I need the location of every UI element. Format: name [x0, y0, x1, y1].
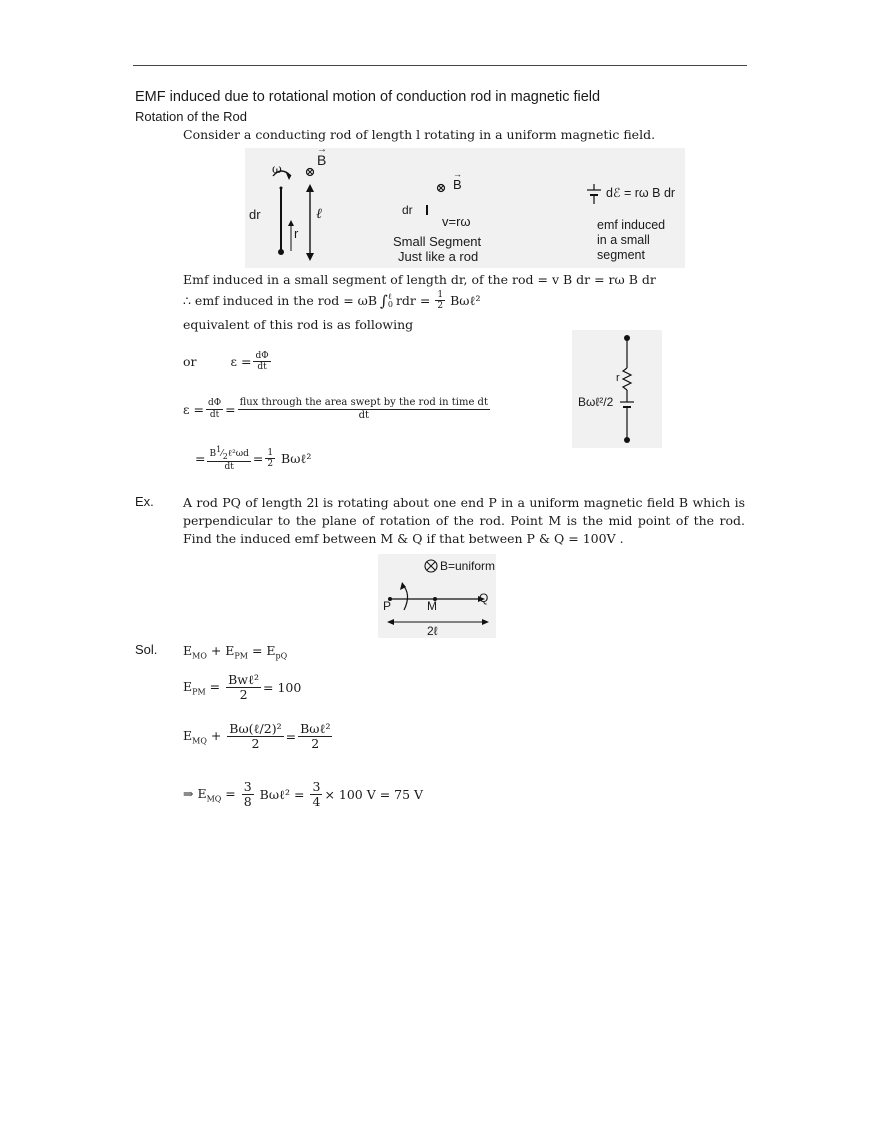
emf-caption-1: emf induced: [597, 218, 666, 232]
rod-top: [280, 187, 283, 190]
battery-label: Bωℓ²/2: [578, 395, 614, 409]
b-label-2: B: [453, 177, 462, 192]
intro-text: Consider a conducting rod of length l rotating in a uniform magnetic field.: [183, 127, 656, 142]
equivalent-text: equivalent of this rod is as following: [183, 317, 414, 332]
sol-eq-1: $E_{MO} + E_{PM} = E_{pQ}$: [183, 643, 288, 661]
pq-figure: [378, 554, 496, 638]
dr-label-2: dr: [402, 203, 413, 217]
sub-heading: Rotation of the Rod: [135, 109, 248, 124]
velocity-label: v=rω: [442, 214, 471, 229]
length-label: ℓ: [316, 206, 322, 222]
circuit-figure: [572, 330, 662, 448]
resistor-icon: [623, 368, 631, 390]
example-label: Ex.: [135, 494, 154, 509]
example-text: A rod PQ of length 2l is rotating about one end P in a uniform magnetic field B which is perpendicular to the plane of rotation of the rod. Point M is the mid point of the rod. Find the induced emf between M & Q if that between P & Q = 100V .: [183, 495, 745, 546]
length-2l-label: 2ℓ: [427, 624, 438, 638]
emf-equation: dℰ = rω B dr: [606, 186, 676, 200]
top-rule: [133, 65, 747, 66]
just-like-text: Just like a rod: [398, 249, 479, 264]
b-uniform-label: B=uniform: [440, 559, 496, 573]
resistor-label: r: [616, 372, 620, 384]
rod-figure: ω B → dr r ℓ B → dr v=rω Small Segment Just like a rod dℰ = rω B dr emf induced in a small segment: [245, 148, 685, 268]
r-label: r: [294, 226, 299, 241]
emf-caption-2: in a small: [597, 233, 650, 247]
flux-equation: ε = $\frac{d\Phi}{dt}$ = $\frac{\text{flux through the area swept by the rod in time dt}}{dt}$: [183, 397, 488, 421]
emf-caption-3: segment: [597, 248, 645, 262]
final-derivation: = $\frac{B^1⁄_2\ell^2\omega d}{dt}$ = $\frac{1}{2}$ Bωℓ²: [195, 445, 312, 472]
sol-eq-4: ⇒ $E_{MQ}$ = $\frac{3}{8}$ Bωℓ² = $\frac{3}{4}$ × 100 V = 75 V: [183, 779, 424, 810]
circuit-diagram: [572, 330, 662, 448]
omega-label: ω: [272, 162, 282, 176]
m-label: M: [427, 599, 437, 613]
solution-label: Sol.: [135, 642, 158, 657]
rod-pivot: [278, 249, 284, 255]
or-equation: or ε = $\frac{d\Phi}{dt}$: [183, 351, 269, 373]
b-label: B: [317, 152, 327, 168]
section-heading: EMF induced due to rotational motion of conduction rod in magnetic field: [135, 89, 601, 105]
q-label: Q: [479, 591, 489, 605]
emf-rod-line: ∴ emf induced in the rod = ωB ∫ ℓ 0 rdr = $\frac{1}{2}$ Bωℓ²: [183, 290, 481, 312]
sol-eq-3: $E_{MQ}$ + $\frac{\text{Bω(ℓ/2)²}}{2}$ = $\frac{\text{Bωℓ²}}{2}$: [183, 721, 331, 752]
terminal-bottom: [624, 437, 630, 443]
p-label: P: [383, 599, 392, 613]
dr-label: dr: [249, 207, 261, 222]
sol-eq-2: $E_{PM}$ = $\frac{\text{Bwℓ²}}{2}$ = 100: [183, 672, 302, 703]
emf-small-segment-line: Emf induced in a small segment of length dr, of the rod = v B dr = rω B dr: [183, 272, 656, 287]
small-segment-text: Small Segment: [393, 234, 482, 249]
